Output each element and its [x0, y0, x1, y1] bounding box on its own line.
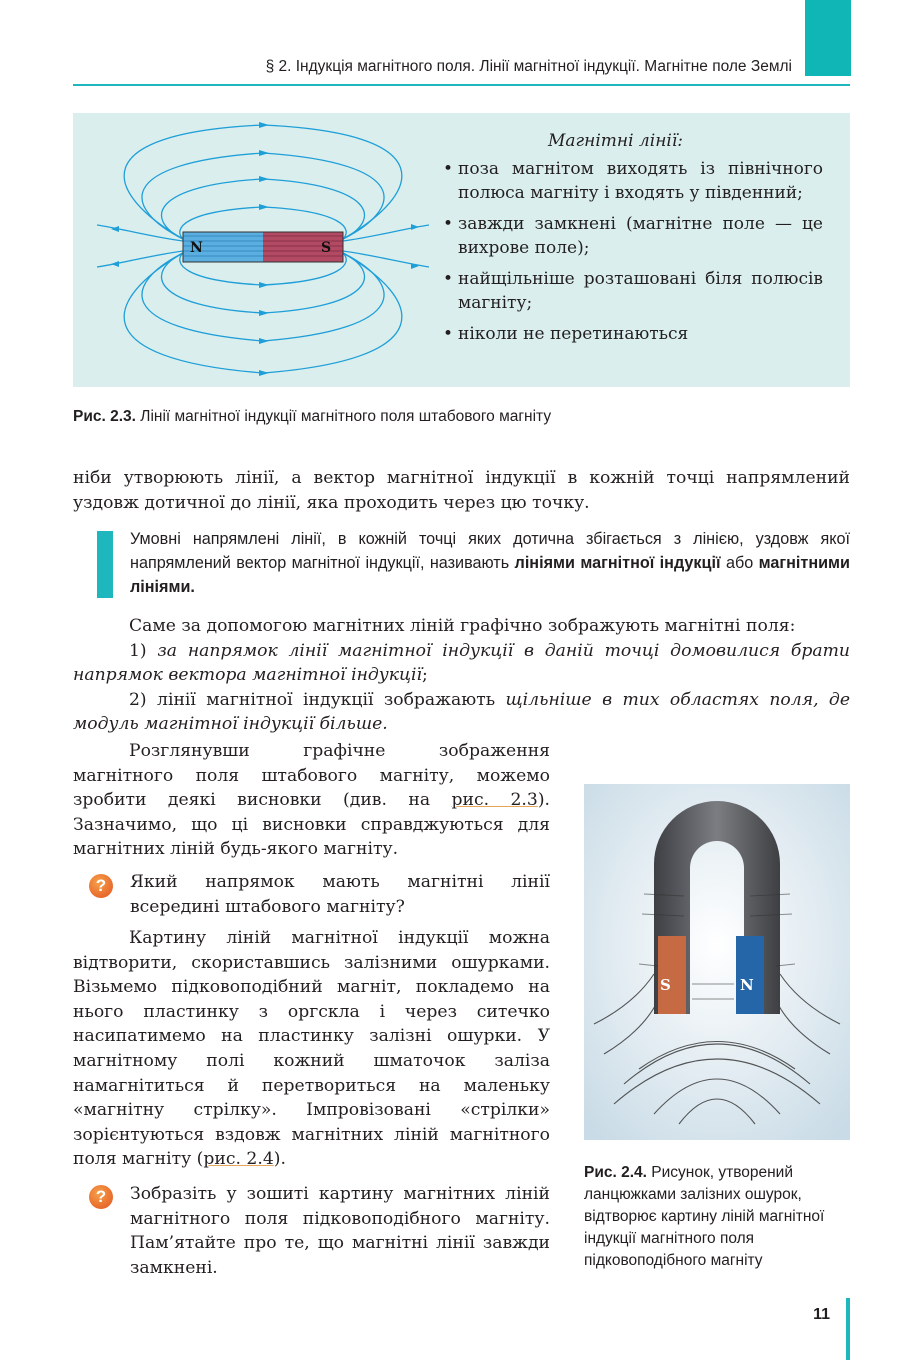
page-number: 11	[813, 1306, 830, 1323]
list-item: • поза магнітом виходять із північного полюса магніту і входять у південний;	[443, 157, 823, 205]
text: ). Зазначимо, що ці висновки справджуються для магнітних ліній будь-якого магніту.	[73, 790, 550, 860]
pole-s-label: S	[321, 240, 332, 256]
punctuation: ;	[422, 665, 428, 686]
pole-n-label: N	[190, 240, 203, 256]
caption-text: Рисунок, утворений ланцюжками залізних ошурок, відтворює картину ліній магнітної індукції магнітного поля підковоподібного магніту	[584, 1164, 825, 1269]
paragraph-text: Саме за допомогою магнітних ліній графічно зображують магнітні поля:	[129, 616, 796, 636]
paragraph-text	[73, 639, 850, 688]
question-icon: ?	[89, 1185, 113, 1209]
definition-text: Умовні напрямлені лінії, в кожній точці яких дотична збігається з лінією, уздовж якої напрямлений вектор магнітної індукції, називають	[130, 530, 850, 573]
running-header: § 2. Індукція магнітного поля. Лінії магнітної індукції. Магнітне поле Землі	[265, 58, 792, 75]
definition-marker	[97, 531, 113, 598]
text: Розглянувши графічне зображення магнітного поля штабового магніту, можемо зробити деякі висновки (див. на	[73, 741, 550, 811]
question-block	[130, 1182, 550, 1280]
caption-label: Рис. 2.3.	[73, 408, 136, 425]
paragraph-text	[73, 739, 550, 862]
figure-2-3-box	[73, 113, 850, 387]
bar-magnet-field-diagram	[93, 113, 433, 387]
definition-term: лініями магнітної індукції	[514, 554, 721, 573]
text: Картину ліній магнітної індукції можна відтворити, скориставшись залізними ошурками. Візьмемо підковоподібний магніт, покладемо на нього пластинку з оргскла і через ситечко насипатимемо на пластинку залізні ошурки. У магнітному полі кожний шматочок заліза намагнітиться й перетвориться на маленьку «магнітну стрілку». Імпровізовані «стрілки» зорієнтуються вздовж магнітних ліній магнітного поля магніту (	[73, 928, 550, 1170]
italic-text: щільніше в тих областях поля, де модуль магнітної індукції більше.	[73, 689, 850, 735]
figure-link[interactable]: рис. 2.3	[451, 790, 538, 811]
corner-tab	[805, 0, 851, 76]
paragraph-group	[73, 614, 850, 737]
horseshoe-magnet-filings-image	[584, 784, 850, 1140]
list-item: • ніколи не перетинаються	[443, 322, 823, 346]
caption-text: Лінії магнітної індукції магнітного поля штабового магніту	[135, 408, 552, 425]
question-text: Який напрямок мають магнітні лінії всередині штабового магніту?	[130, 872, 550, 917]
magnetic-lines-list	[443, 157, 823, 353]
figure-2-3-caption	[73, 406, 850, 428]
header-rule	[73, 84, 850, 86]
definition-text: або	[720, 554, 759, 573]
list-number: 2) лінії магнітної індукції зображають	[129, 689, 506, 710]
list-number: 1)	[129, 640, 158, 661]
pole-n-label: N	[740, 976, 754, 994]
pole-s-label: S	[660, 976, 671, 994]
list-item: • найщільніше розташовані біля полюсів магніту;	[443, 267, 823, 315]
definition-term: магнітними лініями.	[130, 554, 850, 597]
paragraph	[73, 466, 850, 515]
paragraph-text	[73, 688, 850, 737]
list-item: • завжди замкнені (магнітне поле — це вихрове поле);	[443, 212, 823, 260]
paragraph	[73, 739, 550, 862]
horseshoe-magnet-photo	[584, 784, 850, 1140]
figure-link[interactable]: рис. 2.4	[203, 1149, 274, 1170]
page-number-bar	[846, 1298, 850, 1360]
italic-text: за напрямок лінії магнітної індукції в даній точці домовилися брати напрямок вектора магнітної індукції	[73, 640, 850, 686]
paragraph	[73, 926, 550, 1172]
text: ).	[273, 1149, 286, 1170]
paragraph-text	[73, 926, 550, 1172]
question-block	[130, 870, 550, 919]
paragraph-text: ніби утворюють лінії, а вектор магнітної індукції в кожній точці напрямлений уздовж дотичної до лінії, яка проходить через цю точку.	[73, 468, 850, 513]
question-icon: ?	[89, 874, 113, 898]
definition-block	[130, 527, 850, 600]
caption-label: Рис. 2.4.	[584, 1164, 647, 1181]
figure-2-4-caption	[584, 1162, 850, 1272]
question-text: Зобразіть у зошиті картину магнітних ліній магнітного поля підковоподібного магніту. Пам’ятайте про те, що магнітні лінії завжди замкнені.	[130, 1184, 550, 1278]
box-title: Магнітні лінії:	[548, 131, 683, 151]
